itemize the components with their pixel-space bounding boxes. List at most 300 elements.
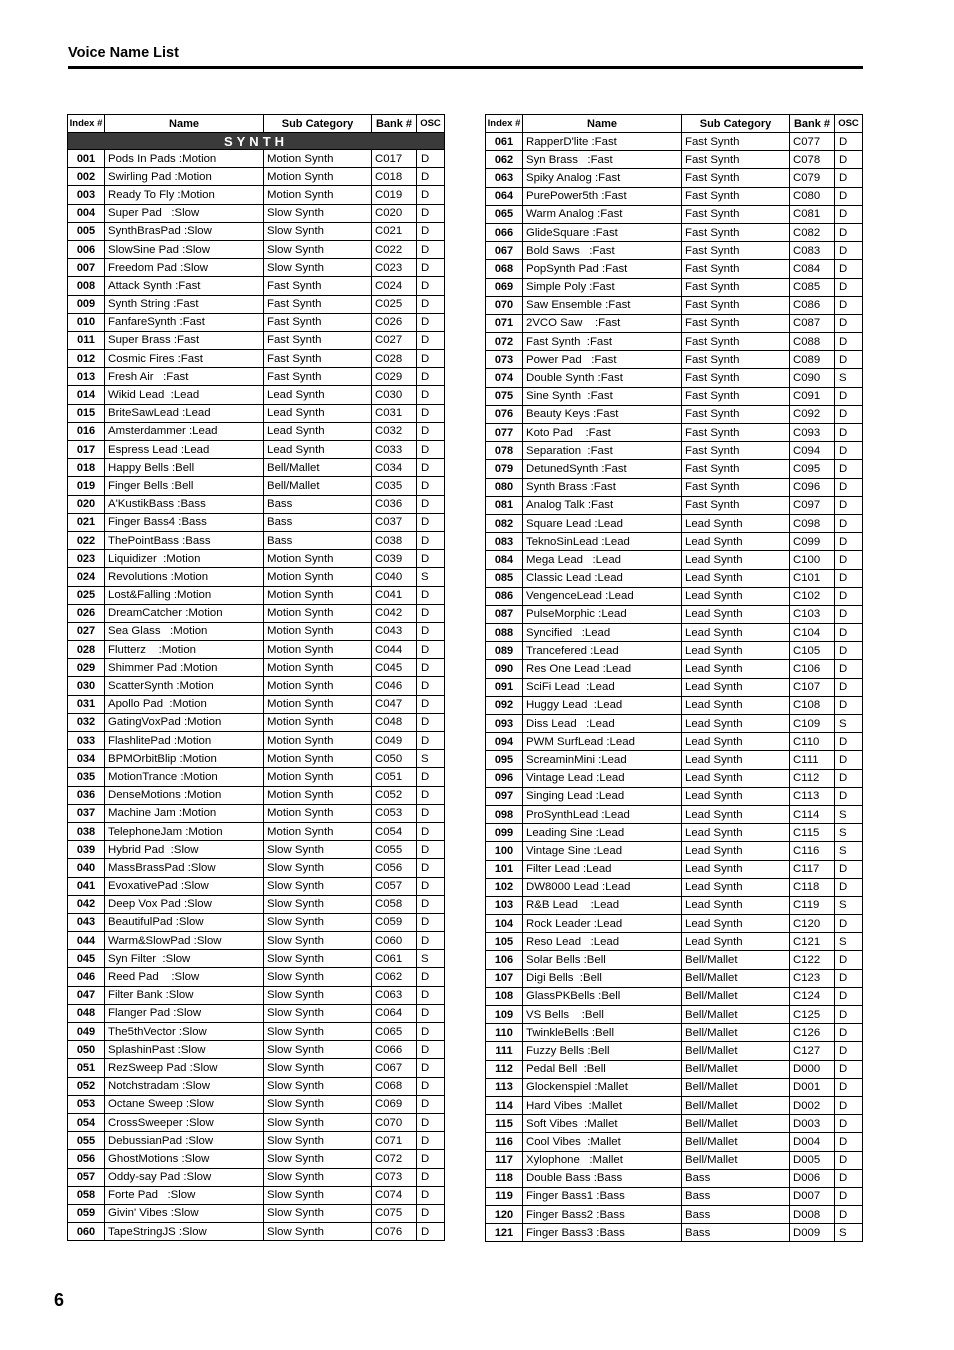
cell-index: 041 <box>68 877 105 895</box>
cell-index: 103 <box>486 896 523 914</box>
cell-sub-category: Slow Synth <box>264 895 372 913</box>
table-row <box>486 1169 863 1187</box>
cell-bank: C060 <box>372 932 417 950</box>
cell-bank: C111 <box>790 751 835 769</box>
cell-index: 056 <box>68 1150 105 1168</box>
cell-name: The5thVector :Slow <box>105 1023 264 1041</box>
cell-name: FanfareSynth :Fast <box>105 313 264 331</box>
cell-name: Filter Lead :Lead <box>523 860 682 878</box>
cell-index: 034 <box>68 750 105 768</box>
cell-sub-category: Lead Synth <box>682 569 790 587</box>
cell-osc: D <box>417 1023 445 1041</box>
cell-osc: D <box>835 187 863 205</box>
cell-bank: C042 <box>372 604 417 622</box>
cell-name: Reed Pad :Slow <box>105 968 264 986</box>
cell-osc: D <box>417 604 445 622</box>
table-row <box>68 1077 445 1095</box>
cell-osc: D <box>835 642 863 660</box>
cell-index: 012 <box>68 350 105 368</box>
table-row <box>68 386 445 404</box>
column-header-bank: Bank # <box>372 115 417 133</box>
cell-name: Square Lead :Lead <box>523 514 682 532</box>
cell-osc: S <box>835 933 863 951</box>
cell-name: R&B Lead :Lead <box>523 896 682 914</box>
cell-osc: D <box>417 986 445 1004</box>
cell-bank: C023 <box>372 259 417 277</box>
cell-name: VS Bells :Bell <box>523 1006 682 1024</box>
table-row <box>68 222 445 240</box>
cell-name: Hybrid Pad :Slow <box>105 841 264 859</box>
cell-index: 094 <box>486 733 523 751</box>
cell-osc: D <box>835 733 863 751</box>
cell-sub-category: Bell/Mallet <box>682 951 790 969</box>
cell-bank: C046 <box>372 677 417 695</box>
table-row <box>486 278 863 296</box>
cell-index: 101 <box>486 860 523 878</box>
cell-bank: C124 <box>790 987 835 1005</box>
cell-osc: D <box>417 441 445 459</box>
cell-sub-category: Motion Synth <box>264 732 372 750</box>
table-row <box>68 895 445 913</box>
voice-table-left <box>67 114 445 1241</box>
cell-name: PWM SurfLead :Lead <box>523 733 682 751</box>
cell-osc: D <box>835 860 863 878</box>
cell-sub-category: Lead Synth <box>682 733 790 751</box>
cell-osc: S <box>835 896 863 914</box>
cell-bank: C080 <box>790 187 835 205</box>
cell-name: Spiky Analog :Fast <box>523 169 682 187</box>
cell-name: Pods In Pads :Motion <box>105 150 264 168</box>
cell-index: 066 <box>486 223 523 241</box>
cell-name: Separation :Fast <box>523 442 682 460</box>
cell-sub-category: Bass <box>264 531 372 549</box>
cell-name: MassBrassPad :Slow <box>105 859 264 877</box>
cell-index: 098 <box>486 805 523 823</box>
cell-index: 104 <box>486 915 523 933</box>
cell-sub-category: Lead Synth <box>682 660 790 678</box>
cell-sub-category: Motion Synth <box>264 186 372 204</box>
cell-bank: C121 <box>790 933 835 951</box>
table-row <box>68 1041 445 1059</box>
cell-name: Filter Bank :Slow <box>105 986 264 1004</box>
table-row <box>486 1060 863 1078</box>
cell-bank: C044 <box>372 641 417 659</box>
cell-sub-category: Lead Synth <box>682 769 790 787</box>
cell-osc: D <box>835 1133 863 1151</box>
cell-index: 064 <box>486 187 523 205</box>
table-row <box>486 951 863 969</box>
cell-bank: C082 <box>790 223 835 241</box>
cell-bank: C037 <box>372 513 417 531</box>
cell-sub-category: Slow Synth <box>264 950 372 968</box>
cell-sub-category: Bell/Mallet <box>682 1024 790 1042</box>
cell-index: 006 <box>68 240 105 258</box>
cell-name: Wikid Lead :Lead <box>105 386 264 404</box>
cell-sub-category: Slow Synth <box>264 1186 372 1204</box>
cell-name: SlowSine Pad :Slow <box>105 240 264 258</box>
cell-index: 069 <box>486 278 523 296</box>
cell-bank: C099 <box>790 533 835 551</box>
cell-index: 081 <box>486 496 523 514</box>
cell-index: 057 <box>68 1168 105 1186</box>
cell-index: 080 <box>486 478 523 496</box>
table-row <box>68 822 445 840</box>
cell-sub-category: Slow Synth <box>264 913 372 931</box>
cell-sub-category: Lead Synth <box>264 404 372 422</box>
table-row <box>486 987 863 1005</box>
cell-sub-category: Slow Synth <box>264 1223 372 1241</box>
cell-index: 025 <box>68 586 105 604</box>
cell-bank: C029 <box>372 368 417 386</box>
cell-osc: D <box>417 222 445 240</box>
cell-name: Digi Bells :Bell <box>523 969 682 987</box>
table-row <box>68 204 445 222</box>
cell-bank: C078 <box>790 151 835 169</box>
table-row <box>486 133 863 151</box>
cell-name: Finger Bells :Bell <box>105 477 264 495</box>
cell-name: DW8000 Lead :Lead <box>523 878 682 896</box>
cell-sub-category: Slow Synth <box>264 1204 372 1222</box>
cell-osc: D <box>835 1096 863 1114</box>
table-row <box>486 333 863 351</box>
cell-osc: D <box>835 514 863 532</box>
cell-bank: C062 <box>372 968 417 986</box>
cell-sub-category: Lead Synth <box>682 642 790 660</box>
cell-bank: C068 <box>372 1077 417 1095</box>
cell-sub-category: Lead Synth <box>682 805 790 823</box>
cell-osc: D <box>835 787 863 805</box>
cell-index: 015 <box>68 404 105 422</box>
cell-osc: D <box>835 1151 863 1169</box>
cell-index: 110 <box>486 1024 523 1042</box>
cell-name: Syn Filter :Slow <box>105 950 264 968</box>
cell-sub-category: Motion Synth <box>264 804 372 822</box>
cell-name: Syn Brass :Fast <box>523 151 682 169</box>
cell-index: 030 <box>68 677 105 695</box>
cell-osc: D <box>417 1186 445 1204</box>
table-header-row <box>68 115 445 133</box>
cell-name: Classic Lead :Lead <box>523 569 682 587</box>
cell-sub-category: Fast Synth <box>682 314 790 332</box>
cell-bank: C034 <box>372 459 417 477</box>
cell-osc: D <box>835 333 863 351</box>
cell-name: Beauty Keys :Fast <box>523 405 682 423</box>
cell-osc: S <box>417 750 445 768</box>
cell-sub-category: Bell/Mallet <box>682 969 790 987</box>
cell-sub-category: Slow Synth <box>264 1059 372 1077</box>
cell-osc: D <box>417 659 445 677</box>
cell-name: RezSweep Pad :Slow <box>105 1059 264 1077</box>
cell-sub-category: Bass <box>682 1224 790 1242</box>
cell-name: Finger Bass3 :Bass <box>523 1224 682 1242</box>
cell-bank: C126 <box>790 1024 835 1042</box>
table-row <box>486 1187 863 1205</box>
cell-name: Apollo Pad :Motion <box>105 695 264 713</box>
table-row <box>486 642 863 660</box>
cell-osc: D <box>417 641 445 659</box>
table-row <box>68 713 445 731</box>
cell-sub-category: Lead Synth <box>682 896 790 914</box>
cell-bank: C103 <box>790 605 835 623</box>
cell-name: Double Synth :Fast <box>523 369 682 387</box>
table-row <box>68 695 445 713</box>
cell-index: 039 <box>68 841 105 859</box>
cell-name: Forte Pad :Slow <box>105 1186 264 1204</box>
cell-sub-category: Slow Synth <box>264 859 372 877</box>
table-row <box>486 660 863 678</box>
cell-sub-category: Bell/Mallet <box>682 1006 790 1024</box>
table-row <box>486 1078 863 1096</box>
cell-osc: D <box>835 1042 863 1060</box>
table-row <box>486 387 863 405</box>
table-row <box>486 314 863 332</box>
table-row <box>486 1042 863 1060</box>
cell-bank: C106 <box>790 660 835 678</box>
table-row <box>68 1059 445 1077</box>
cell-index: 026 <box>68 604 105 622</box>
cell-index: 048 <box>68 1004 105 1022</box>
cell-index: 051 <box>68 1059 105 1077</box>
cell-osc: D <box>417 495 445 513</box>
cell-osc: D <box>835 1006 863 1024</box>
cell-index: 054 <box>68 1113 105 1131</box>
cell-bank: C032 <box>372 422 417 440</box>
cell-index: 055 <box>68 1132 105 1150</box>
cell-osc: D <box>417 1168 445 1186</box>
cell-index: 011 <box>68 331 105 349</box>
cell-name: Shimmer Pad :Motion <box>105 659 264 677</box>
cell-name: PopSynth Pad :Fast <box>523 260 682 278</box>
cell-index: 077 <box>486 424 523 442</box>
cell-bank: C119 <box>790 896 835 914</box>
table-row <box>486 696 863 714</box>
cell-bank: C093 <box>790 424 835 442</box>
cell-sub-category: Fast Synth <box>682 260 790 278</box>
cell-index: 093 <box>486 715 523 733</box>
cell-sub-category: Fast Synth <box>682 405 790 423</box>
table-row <box>68 168 445 186</box>
cell-index: 121 <box>486 1224 523 1242</box>
cell-sub-category: Slow Synth <box>264 222 372 240</box>
table-row <box>68 531 445 549</box>
table-row <box>68 641 445 659</box>
cell-name: Notchstradam :Slow <box>105 1077 264 1095</box>
cell-bank: C018 <box>372 168 417 186</box>
cell-name: TelephoneJam :Motion <box>105 822 264 840</box>
cell-name: Fresh Air :Fast <box>105 368 264 386</box>
table-row <box>486 878 863 896</box>
cell-name: Swirling Pad :Motion <box>105 168 264 186</box>
cell-index: 009 <box>68 295 105 313</box>
cell-bank: D007 <box>790 1187 835 1205</box>
cell-sub-category: Lead Synth <box>682 678 790 696</box>
cell-osc: S <box>835 715 863 733</box>
cell-name: Glockenspiel :Mallet <box>523 1078 682 1096</box>
cell-osc: D <box>835 605 863 623</box>
cell-index: 002 <box>68 168 105 186</box>
cell-name: GatingVoxPad :Motion <box>105 713 264 731</box>
cell-name: Double Bass :Bass <box>523 1169 682 1187</box>
cell-sub-category: Motion Synth <box>264 150 372 168</box>
cell-osc: D <box>835 278 863 296</box>
cell-name: Singing Lead :Lead <box>523 787 682 805</box>
cell-index: 033 <box>68 732 105 750</box>
cell-bank: C058 <box>372 895 417 913</box>
cell-sub-category: Lead Synth <box>682 878 790 896</box>
cell-osc: D <box>417 368 445 386</box>
table-row <box>68 495 445 513</box>
table-row <box>68 659 445 677</box>
cell-osc: D <box>417 277 445 295</box>
cell-name: Warm Analog :Fast <box>523 205 682 223</box>
cell-name: Koto Pad :Fast <box>523 424 682 442</box>
table-row <box>486 351 863 369</box>
table-row <box>68 877 445 895</box>
cell-index: 105 <box>486 933 523 951</box>
cell-sub-category: Slow Synth <box>264 1041 372 1059</box>
table-row <box>486 1006 863 1024</box>
cell-sub-category: Slow Synth <box>264 1023 372 1041</box>
cell-bank: D009 <box>790 1224 835 1242</box>
table-row <box>486 223 863 241</box>
cell-bank: D008 <box>790 1206 835 1224</box>
cell-index: 046 <box>68 968 105 986</box>
cell-name: Analog Talk :Fast <box>523 496 682 514</box>
cell-bank: C019 <box>372 186 417 204</box>
cell-bank: C074 <box>372 1186 417 1204</box>
cell-sub-category: Slow Synth <box>264 877 372 895</box>
table-row <box>68 586 445 604</box>
cell-index: 028 <box>68 641 105 659</box>
table-row <box>68 786 445 804</box>
cell-sub-category: Lead Synth <box>682 624 790 642</box>
cell-osc: D <box>417 713 445 731</box>
cell-osc: D <box>835 1024 863 1042</box>
cell-bank: C085 <box>790 278 835 296</box>
cell-index: 036 <box>68 786 105 804</box>
table-row <box>486 187 863 205</box>
cell-index: 071 <box>486 314 523 332</box>
cell-bank: C095 <box>790 460 835 478</box>
cell-osc: D <box>417 422 445 440</box>
cell-sub-category: Bass <box>682 1187 790 1205</box>
cell-osc: D <box>417 550 445 568</box>
cell-bank: C017 <box>372 150 417 168</box>
cell-index: 005 <box>68 222 105 240</box>
cell-bank: C116 <box>790 842 835 860</box>
cell-index: 108 <box>486 987 523 1005</box>
cell-index: 075 <box>486 387 523 405</box>
cell-name: PurePower5th :Fast <box>523 187 682 205</box>
cell-sub-category: Motion Synth <box>264 750 372 768</box>
cell-name: Simple Poly :Fast <box>523 278 682 296</box>
table-row <box>68 259 445 277</box>
cell-name: Deep Vox Pad :Slow <box>105 895 264 913</box>
cell-index: 106 <box>486 951 523 969</box>
cell-index: 111 <box>486 1042 523 1060</box>
cell-bank: C064 <box>372 1004 417 1022</box>
cell-index: 114 <box>486 1096 523 1114</box>
cell-bank: C125 <box>790 1006 835 1024</box>
table-row <box>68 331 445 349</box>
table-row <box>486 769 863 787</box>
cell-index: 072 <box>486 333 523 351</box>
cell-sub-category: Bell/Mallet <box>682 1078 790 1096</box>
cell-name: Solar Bells :Bell <box>523 951 682 969</box>
cell-osc: D <box>417 1223 445 1241</box>
cell-osc: D <box>835 169 863 187</box>
table-row <box>68 422 445 440</box>
cell-bank: C098 <box>790 514 835 532</box>
cell-osc: D <box>417 1059 445 1077</box>
cell-name: Sea Glass :Motion <box>105 622 264 640</box>
table-row <box>486 1024 863 1042</box>
cell-index: 027 <box>68 622 105 640</box>
cell-sub-category: Motion Synth <box>264 550 372 568</box>
cell-sub-category: Motion Synth <box>264 768 372 786</box>
cell-sub-category: Bell/Mallet <box>264 459 372 477</box>
cell-sub-category: Fast Synth <box>682 187 790 205</box>
cell-sub-category: Slow Synth <box>264 932 372 950</box>
cell-index: 109 <box>486 1006 523 1024</box>
cell-bank: C112 <box>790 769 835 787</box>
table-row <box>68 768 445 786</box>
cell-osc: D <box>417 1077 445 1095</box>
table-row <box>68 750 445 768</box>
cell-bank: C051 <box>372 768 417 786</box>
cell-osc: D <box>835 1115 863 1133</box>
cell-index: 112 <box>486 1060 523 1078</box>
cell-name: RapperD'lite :Fast <box>523 133 682 151</box>
cell-index: 008 <box>68 277 105 295</box>
cell-bank: C113 <box>790 787 835 805</box>
cell-name: Power Pad :Fast <box>523 351 682 369</box>
cell-index: 014 <box>68 386 105 404</box>
table-row <box>486 915 863 933</box>
cell-sub-category: Fast Synth <box>682 151 790 169</box>
cell-index: 067 <box>486 242 523 260</box>
cell-osc: D <box>417 932 445 950</box>
cell-index: 032 <box>68 713 105 731</box>
cell-index: 042 <box>68 895 105 913</box>
cell-name: Huggy Lead :Lead <box>523 696 682 714</box>
cell-bank: C094 <box>790 442 835 460</box>
cell-name: Res One Lead :Lead <box>523 660 682 678</box>
cell-index: 068 <box>486 260 523 278</box>
cell-name: Hard Vibes :Mallet <box>523 1096 682 1114</box>
cell-bank: C050 <box>372 750 417 768</box>
table-row <box>68 986 445 1004</box>
cell-index: 119 <box>486 1187 523 1205</box>
cell-osc: S <box>835 1224 863 1242</box>
table-row <box>68 240 445 258</box>
table-row <box>68 841 445 859</box>
cell-bank: C035 <box>372 477 417 495</box>
cell-name: Flanger Pad :Slow <box>105 1004 264 1022</box>
cell-name: Super Pad :Slow <box>105 204 264 222</box>
cell-bank: C041 <box>372 586 417 604</box>
cell-name: Liquidizer :Motion <box>105 550 264 568</box>
category-label: SYNTH <box>68 133 445 150</box>
cell-bank: C083 <box>790 242 835 260</box>
cell-index: 017 <box>68 441 105 459</box>
cell-osc: D <box>417 459 445 477</box>
cell-name: Leading Sine :Lead <box>523 824 682 842</box>
cell-index: 084 <box>486 551 523 569</box>
cell-osc: D <box>835 969 863 987</box>
table-row <box>486 678 863 696</box>
table-row <box>486 424 863 442</box>
